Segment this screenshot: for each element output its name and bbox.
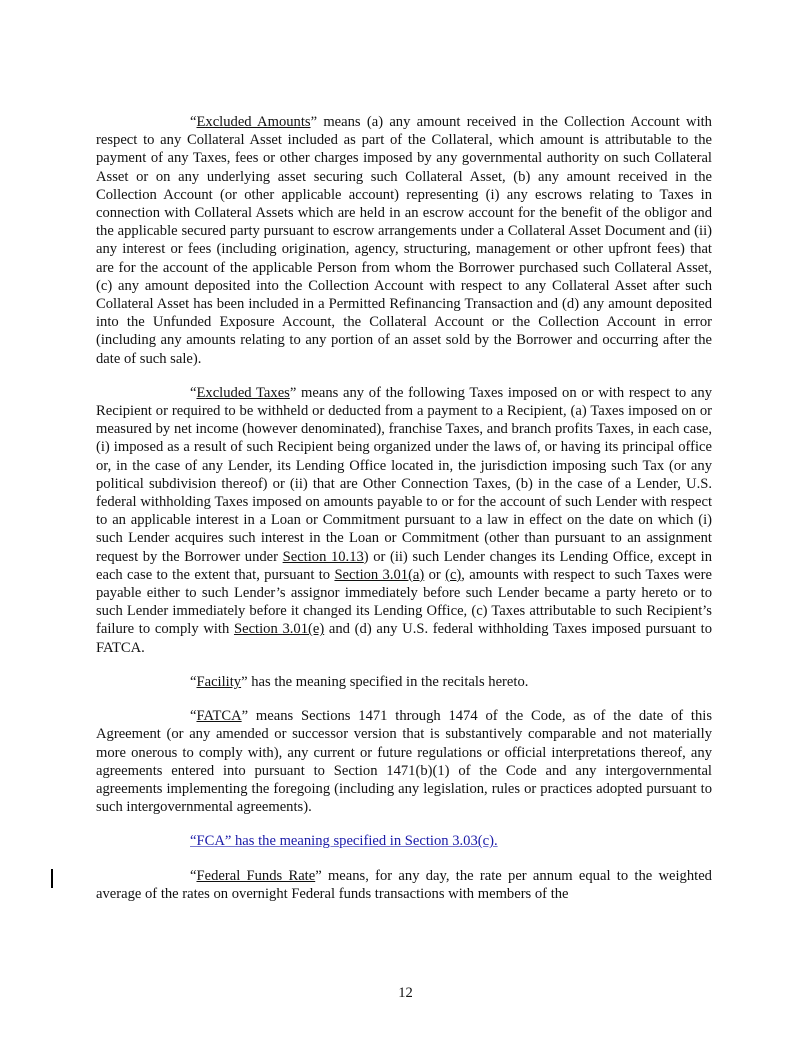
revision-change-bar [51, 869, 53, 888]
document-page [96, 113, 712, 919]
cross-reference-section-3-01-a[interactable]: Section 3.01(a) [334, 566, 425, 583]
cross-reference-section-3-01-e[interactable]: Section 3.01(e) [233, 621, 325, 638]
definition-text: , amounts with respect to such Taxes were payable either to such Lender’s assignor immediately before such Lender became a party hereto or to such Lender immediately before it changed its Lending Office, (c) Taxes attributable to such Recipient’s failure to comply with [96, 566, 712, 638]
definition-federal-funds-rate [96, 867, 712, 903]
definition-text: means (a) any amount received in the Collection Account with respect to any Collateral Asset included as part of the Collateral, which amount is attributable to the payment of any Taxes, fees or other charges imposed by any governmental authority on such Collateral Asset or on any underlying asset securing such Collateral Asset, (b) any amount received in the Collection Account (or other applicable account) representing (i) any escrows relating to Taxes in connection with Collateral Assets which are held in an escrow account for the benefit of the obligor and the applicable secured party pursuant to escrow arrangements under a Collateral Asset Document and (ii) any interest or fees (including origination, agency, structuring, management or other upfront fees) that are for the account of the applicable Person from whom the Borrower purchased such Collateral Asset, (c) any amount deposited into the Collection Account with respect to any Collateral Asset after such Collateral Asset has been included in a Permitted Refinancing Transaction and (d) any amount deposited into the Unfunded Exposure Account, the Collateral Account or the Collection Account in error (including any amounts relating to any portion of an asset sold by the Borrower and occurring after the date of such sale). [96, 114, 712, 367]
open-quote: “ [190, 673, 197, 690]
definition-text: and (d) any U.S. federal withholding Taxes imposed pursuant to FATCA. [96, 621, 712, 656]
close-quote: ” [289, 384, 297, 401]
defined-term: Excluded Amounts [196, 114, 311, 130]
definition-excluded-taxes [96, 384, 712, 657]
close-quote: ” [241, 708, 249, 725]
definition-text: ) or (ii) such Lender changes its Lending Office, except in each case to the extent that, pursuant to [96, 548, 712, 583]
definition-text: has the meaning specified in the recitals hereto. [247, 673, 529, 690]
close-quote: ” [315, 867, 322, 884]
defined-term: Excluded Taxes [196, 384, 290, 401]
defined-term: Federal Funds Rate [196, 867, 316, 884]
close-quote: ” [241, 673, 248, 690]
defined-term: Facility [196, 673, 242, 690]
close-quote: ” [310, 114, 318, 130]
definition-text: means any of the following Taxes imposed on or with respect to any Recipient or required to be withheld or deducted from a payment to a Recipient, (a) Taxes imposed on or measured by net income (however denominated), franchise Taxes, and branch profits Taxes, in each case, (i) imposed as a result of such Recipient being organized under the laws of, or having its principal office or, in the case of any Lender, its Lending Office located in, the jurisdiction imposing such Tax (or any political subdivision thereof) or (ii) that are Other Connection Taxes, (b) in the case of a Lender, U.S. federal withholding Taxes imposed on amounts payable to or for the account of such Lender with respect to an applicable interest in a Loan or Commitment pursuant to a law in effect on the date on which (i) such Lender acquires such interest in the Loan or Commitment (other than pursuant to an assignment request by the Borrower under [96, 384, 712, 565]
definition-text: or [424, 566, 446, 583]
cross-reference-section-10-13[interactable]: Section 10.13 [282, 548, 364, 565]
definition-facility [96, 673, 712, 691]
inserted-revision-text: “FCA” has the meaning specified in Section 3.03(c). [190, 833, 498, 850]
definition-fca-inserted [96, 832, 712, 850]
open-quote: “ [190, 384, 197, 401]
definition-fatca [96, 707, 712, 816]
definition-excluded-amounts [96, 113, 712, 368]
open-quote: “ [190, 114, 197, 130]
page-number: 12 [398, 985, 413, 1001]
open-quote: “ [190, 708, 197, 725]
definition-text: means Sections 1471 through 1474 of the Code, as of the date of this Agreement (or any amended or successor version that is substantively comparable and not materially more onerous to comply with), any current or future regulations or official interpretations thereof, any agreements entered into pursuant to Section 1471(b)(1) of the Code and any intergovernmental agreements implementing the foregoing (including any legislation, rules or practices adopted pursuant to such intergovernmental agreements). [96, 708, 712, 816]
definition-text: means, for any day, the rate per annum equal to the weighted average of the rates on overnight Federal funds transactions with members of the [96, 867, 712, 902]
cross-reference-section-3-01-c[interactable]: (c) [445, 566, 462, 583]
open-quote: “ [190, 867, 197, 884]
defined-term: FATCA [196, 708, 242, 725]
